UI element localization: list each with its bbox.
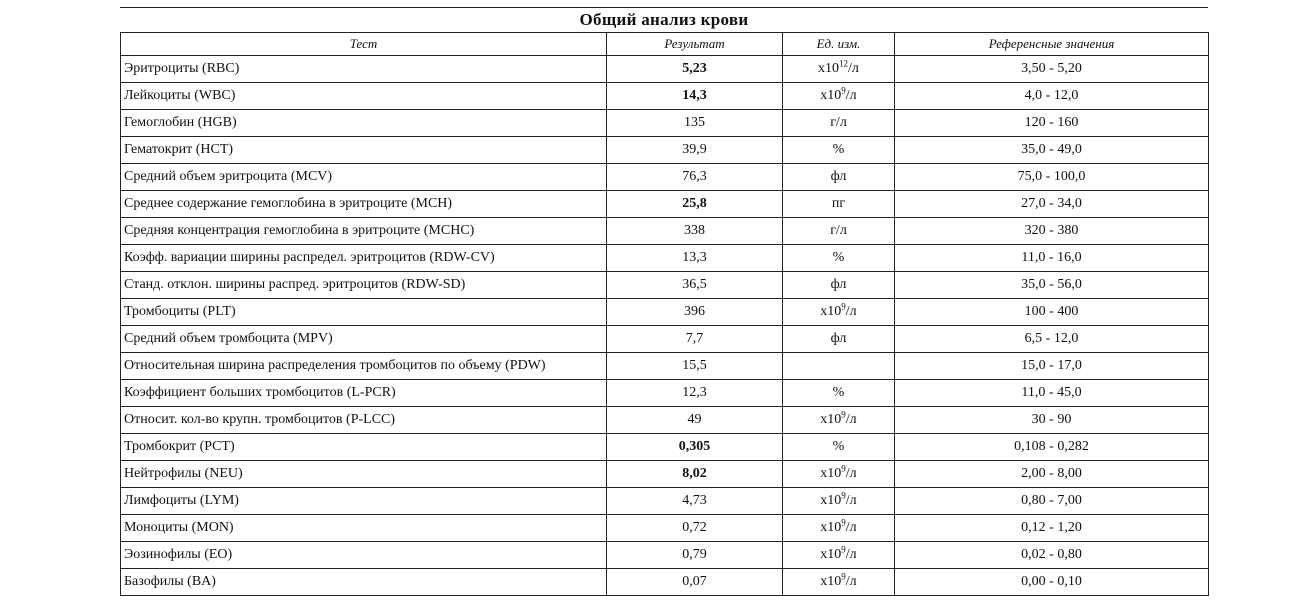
reference-range-cell: 120 - 160	[895, 110, 1209, 137]
test-name-cell: Эозинофилы (EO)	[121, 542, 607, 569]
table-row	[121, 488, 1209, 515]
reference-range-cell: 0,80 - 7,00	[895, 488, 1209, 515]
reference-range-cell: 0,00 - 0,10	[895, 569, 1209, 596]
unit-base: x10	[820, 520, 842, 535]
table-row	[121, 461, 1209, 488]
test-name-cell: Моноциты (MON)	[121, 515, 607, 542]
test-name-cell: Лейкоциты (WBC)	[121, 83, 607, 110]
test-name-cell: Среднее содержание гемоглобина в эритроците (MCH)	[121, 191, 607, 218]
result-value-cell: 13,3	[607, 245, 783, 272]
unit-base: x10	[818, 61, 840, 76]
unit-suffix: /л	[845, 493, 857, 508]
table-row	[121, 164, 1209, 191]
table-row	[121, 569, 1209, 596]
reference-range-cell: 75,0 - 100,0	[895, 164, 1209, 191]
table-row	[121, 380, 1209, 407]
table-row	[121, 326, 1209, 353]
column-header-test: Тест	[121, 33, 607, 56]
reference-range-cell: 4,0 - 12,0	[895, 83, 1209, 110]
unit-base: x10	[820, 88, 842, 103]
result-value-cell: 15,5	[607, 353, 783, 380]
test-name-cell: Эритроциты (RBC)	[121, 56, 607, 83]
unit-base: x10	[820, 304, 842, 319]
unit-cell	[783, 137, 895, 164]
unit-cell	[783, 272, 895, 299]
unit-cell	[783, 461, 895, 488]
table-row	[121, 218, 1209, 245]
unit-base: x10	[820, 493, 842, 508]
unit-cell	[783, 488, 895, 515]
result-value-cell: 7,7	[607, 326, 783, 353]
reference-range-cell: 0,108 - 0,282	[895, 434, 1209, 461]
result-value-cell: 12,3	[607, 380, 783, 407]
unit-cell	[783, 515, 895, 542]
table-row	[121, 110, 1209, 137]
report-title: Общий анализ крови	[579, 10, 749, 29]
result-value-cell: 0,305	[607, 434, 783, 461]
table-row	[121, 83, 1209, 110]
reference-range-cell: 320 - 380	[895, 218, 1209, 245]
result-value-cell: 396	[607, 299, 783, 326]
unit-exponent: 9	[841, 517, 846, 528]
result-value-cell: 49	[607, 407, 783, 434]
unit-cell	[783, 407, 895, 434]
unit-base: x10	[820, 547, 842, 562]
result-value-cell: 4,73	[607, 488, 783, 515]
unit-base: %	[832, 385, 845, 400]
reference-range-cell: 35,0 - 49,0	[895, 137, 1209, 164]
unit-cell	[783, 83, 895, 110]
unit-exponent: 9	[841, 85, 846, 96]
reference-range-cell: 15,0 - 17,0	[895, 353, 1209, 380]
reference-range-cell: 100 - 400	[895, 299, 1209, 326]
table-body	[121, 56, 1209, 596]
result-value-cell: 14,3	[607, 83, 783, 110]
test-name-cell: Нейтрофилы (NEU)	[121, 461, 607, 488]
unit-exponent: 9	[841, 409, 846, 420]
unit-cell	[783, 326, 895, 353]
unit-suffix: /л	[845, 412, 857, 427]
test-name-cell: Средний объем тромбоцита (MPV)	[121, 326, 607, 353]
table-row	[121, 191, 1209, 218]
top-divider	[120, 7, 1208, 8]
unit-suffix: /л	[845, 547, 857, 562]
reference-range-cell: 3,50 - 5,20	[895, 56, 1209, 83]
unit-cell	[783, 353, 895, 380]
unit-cell	[783, 164, 895, 191]
result-value-cell: 338	[607, 218, 783, 245]
unit-base: x10	[820, 574, 842, 589]
unit-suffix: /л	[845, 574, 857, 589]
reference-range-cell: 35,0 - 56,0	[895, 272, 1209, 299]
unit-exponent: 9	[841, 463, 846, 474]
unit-exponent: 9	[841, 544, 846, 555]
column-header-unit: Ед. изм.	[783, 33, 895, 56]
unit-base: г/л	[830, 223, 847, 238]
unit-suffix: /л	[845, 466, 857, 481]
unit-exponent: 9	[841, 571, 846, 582]
reference-range-cell: 0,02 - 0,80	[895, 542, 1209, 569]
unit-exponent: 9	[841, 490, 846, 501]
table-row	[121, 137, 1209, 164]
unit-base: пг	[831, 196, 846, 211]
unit-base: %	[832, 439, 845, 454]
test-name-cell: Базофилы (BA)	[121, 569, 607, 596]
unit-base: фл	[830, 331, 847, 346]
table-row	[121, 272, 1209, 299]
unit-cell	[783, 110, 895, 137]
result-value-cell: 0,79	[607, 542, 783, 569]
unit-base: г/л	[830, 115, 847, 130]
unit-base: фл	[830, 277, 847, 292]
test-name-cell: Станд. отклон. ширины распред. эритроцитов (RDW-SD)	[121, 272, 607, 299]
table-row	[121, 542, 1209, 569]
unit-base: x10	[820, 466, 842, 481]
results-table	[120, 32, 1209, 596]
table-row	[121, 299, 1209, 326]
unit-cell	[783, 542, 895, 569]
table-row	[121, 56, 1209, 83]
test-name-cell: Относительная ширина распределения тромбоцитов по объему (PDW)	[121, 353, 607, 380]
unit-suffix: /л	[845, 520, 857, 535]
column-header-result: Результат	[607, 33, 783, 56]
test-name-cell: Коэфф. вариации ширины распредел. эритроцитов (RDW-CV)	[121, 245, 607, 272]
result-value-cell: 8,02	[607, 461, 783, 488]
result-value-cell: 76,3	[607, 164, 783, 191]
column-header-reference: Референсные значения	[895, 33, 1209, 56]
result-value-cell: 0,07	[607, 569, 783, 596]
result-value-cell: 36,5	[607, 272, 783, 299]
test-name-cell: Тромбоциты (PLT)	[121, 299, 607, 326]
unit-base: фл	[830, 169, 847, 184]
unit-base: x10	[820, 412, 842, 427]
unit-exponent: 9	[841, 301, 846, 312]
test-name-cell: Коэффициент больших тромбоцитов (L-PCR)	[121, 380, 607, 407]
unit-cell	[783, 245, 895, 272]
unit-cell	[783, 434, 895, 461]
result-value-cell: 25,8	[607, 191, 783, 218]
reference-range-cell: 27,0 - 34,0	[895, 191, 1209, 218]
result-value-cell: 39,9	[607, 137, 783, 164]
unit-base: %	[832, 250, 845, 265]
table-header-row	[121, 33, 1209, 56]
unit-cell	[783, 380, 895, 407]
result-value-cell: 135	[607, 110, 783, 137]
table-row	[121, 353, 1209, 380]
reference-range-cell: 0,12 - 1,20	[895, 515, 1209, 542]
unit-exponent: 12	[839, 58, 849, 69]
unit-cell	[783, 56, 895, 83]
test-name-cell: Средняя концентрация гемоглобина в эритроците (MCHC)	[121, 218, 607, 245]
table-row	[121, 515, 1209, 542]
table-row	[121, 434, 1209, 461]
reference-range-cell: 11,0 - 45,0	[895, 380, 1209, 407]
unit-cell	[783, 218, 895, 245]
reference-range-cell: 11,0 - 16,0	[895, 245, 1209, 272]
test-name-cell: Гемоглобин (HGB)	[121, 110, 607, 137]
result-value-cell: 5,23	[607, 56, 783, 83]
unit-suffix: /л	[845, 88, 857, 103]
unit-cell	[783, 569, 895, 596]
test-name-cell: Относит. кол-во крупн. тромбоцитов (P-LCC)	[121, 407, 607, 434]
test-name-cell: Тромбокрит (PCT)	[121, 434, 607, 461]
test-name-cell: Гематокрит (HCT)	[121, 137, 607, 164]
table-row	[121, 245, 1209, 272]
table-row	[121, 407, 1209, 434]
test-name-cell: Средний объем эритроцита (MCV)	[121, 164, 607, 191]
result-value-cell: 0,72	[607, 515, 783, 542]
unit-base: %	[832, 142, 845, 157]
unit-cell	[783, 299, 895, 326]
unit-suffix: /л	[845, 304, 857, 319]
test-name-cell: Лимфоциты (LYM)	[121, 488, 607, 515]
unit-suffix: /л	[848, 61, 859, 76]
unit-cell	[783, 191, 895, 218]
reference-range-cell: 6,5 - 12,0	[895, 326, 1209, 353]
reference-range-cell: 30 - 90	[895, 407, 1209, 434]
reference-range-cell: 2,00 - 8,00	[895, 461, 1209, 488]
